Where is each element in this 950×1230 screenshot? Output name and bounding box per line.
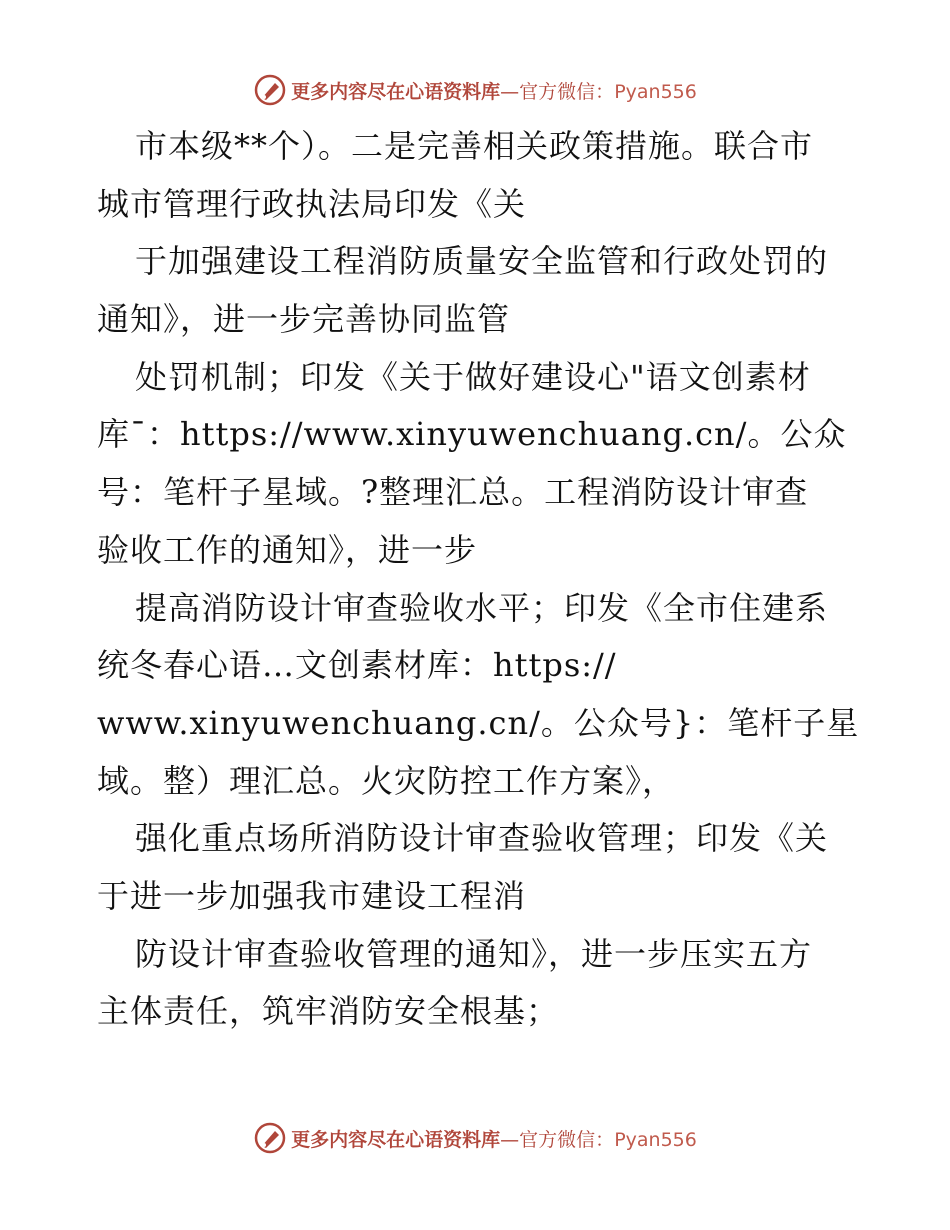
body-line-12: 域。整）理汇总。火灾防控工作方案》，: [97, 761, 676, 800]
body-line-13: 强化重点场所消防设计审查验收管理；印发《关: [135, 819, 829, 858]
footer-wechat-label: 官方微信：: [519, 1128, 615, 1151]
body-line-5: 处罚机制；印发《关于做好建设心"语文创素材: [135, 357, 811, 396]
pen-logo-icon: [253, 1121, 287, 1155]
footer-text: 更多内容尽在心语资料库: [291, 1128, 501, 1151]
body-line-8: 验收工作的通知》，进一步: [97, 530, 478, 569]
header-banner: [0, 70, 950, 110]
body-line-2: 城市管理行政执法局印发《关: [97, 184, 527, 223]
body-line-14: 于进一步加强我市建设工程消: [97, 876, 527, 915]
body-line-6: 库¯：https://www.xinyuwenchuang.cn/。公众: [97, 415, 847, 454]
footer-dash: —: [500, 1128, 520, 1151]
header-wechat-id: Pyan556: [614, 80, 697, 103]
footer-banner: [0, 1118, 950, 1158]
body-line-10: 统冬春心语…文创素材库：https://: [97, 646, 617, 685]
body-line-4: 通知》，进一步完善协同监管: [97, 300, 511, 339]
body-line-15: 防设计审查验收管理的通知》，进一步压实五方: [135, 934, 813, 973]
body-line-11: www.xinyuwenchuang.cn/。公众号}：笔杆子星: [97, 703, 860, 742]
header-text: 更多内容尽在心语资料库: [291, 80, 501, 103]
body-line-1: 市本级**个）。二是完善相关政策措施。联合市: [135, 127, 814, 165]
body-line-16: 主体责任，筑牢消防安全根基；: [97, 992, 560, 1031]
pen-logo-icon: [253, 73, 287, 107]
footer-wechat-id: Pyan556: [614, 1128, 697, 1151]
header-dash: —: [500, 80, 520, 103]
body-line-3: 于加强建设工程消防质量安全监管和行政处罚的: [135, 242, 829, 281]
header-wechat-label: 官方微信：: [519, 80, 615, 103]
document-body: [97, 118, 897, 1041]
body-line-9: 提高消防设计审查验收水平；印发《全市住建系: [135, 588, 829, 627]
body-line-7: 号：笔杆子星域。?整理汇总。工程消防设计审查: [97, 473, 809, 512]
